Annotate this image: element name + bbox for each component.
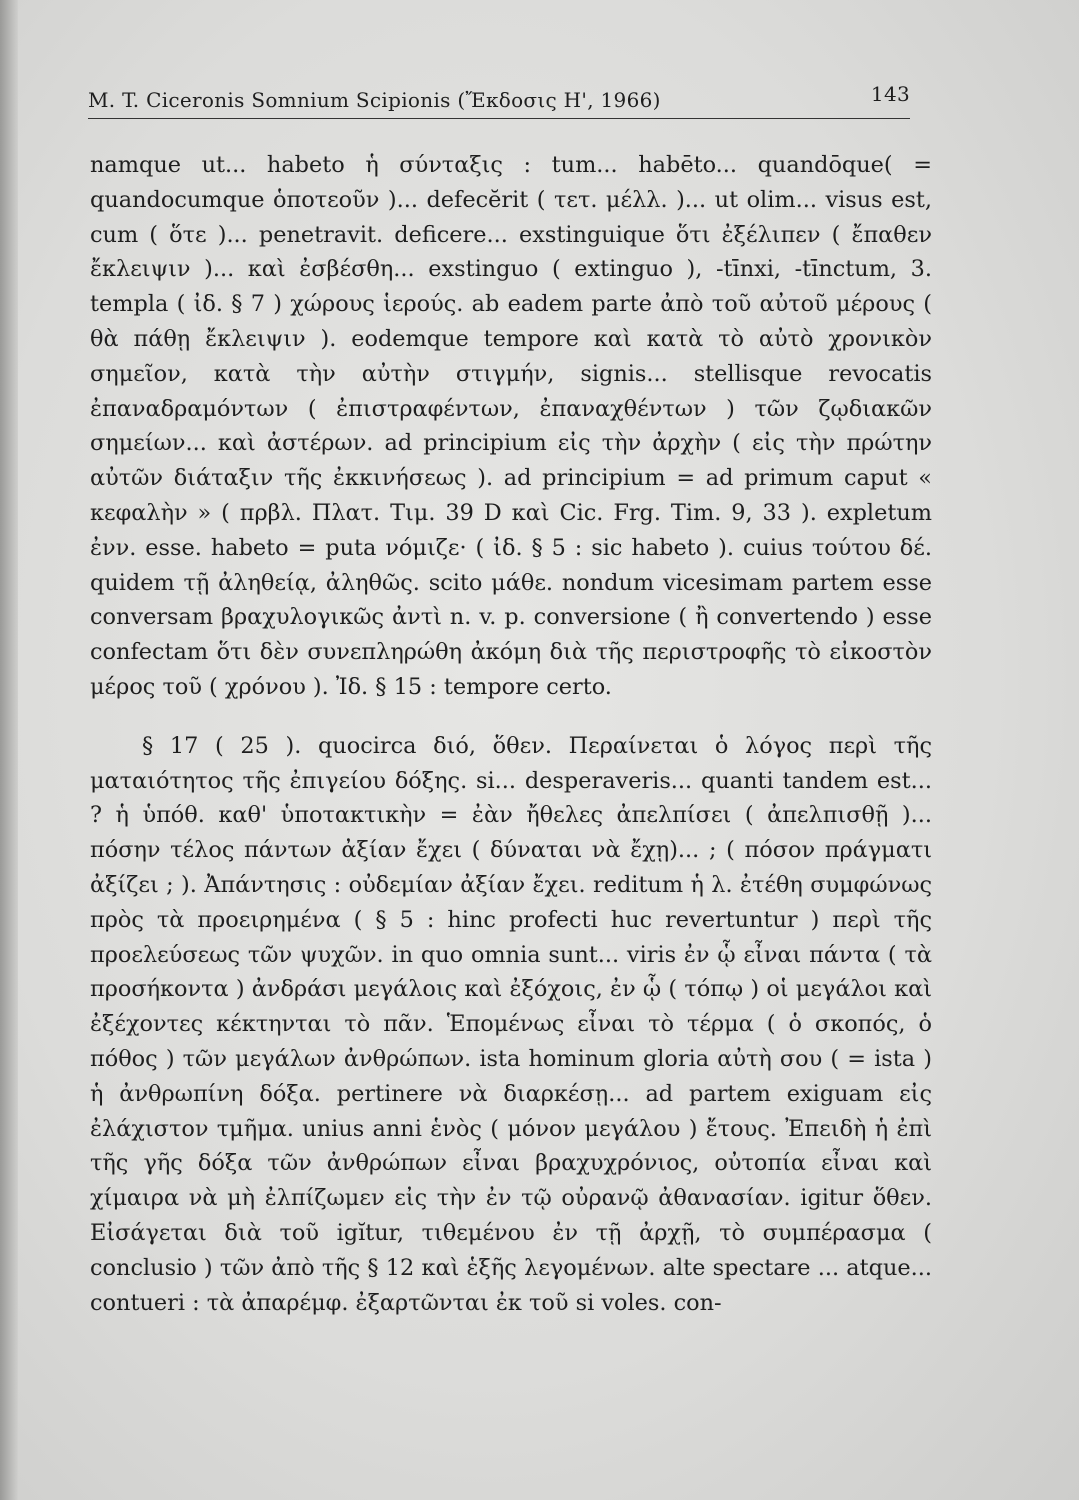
commentary-body [90, 148, 932, 1320]
page-number: 143 [870, 82, 910, 106]
running-header [88, 80, 910, 119]
running-title: M. T. Ciceronis Somnium Scipionis (Ἔκδοσις Η', 1966) [88, 88, 661, 112]
commentary-paragraph-2: § 17 ( 25 ). quocirca διό, ὅθεν. Περαίνεται ὁ λόγος περὶ τῆς ματαιότητος τῆς ἐπιγείου δόξης. si... desperaveris... quanti tandem est... ? ἡ ὑπόθ. καθ' ὑποτακτικὴν = ἐὰν ἤθελες ἀπελπίσει ( ἀπελπισθῇ )... πόσην τέλος πάντων ἀξίαν ἔχει ( δύναται νὰ ἔχῃ)... ; ( πόσον πράγματι ἀξίζει ; ). Ἀπάντησις : οὐδεμίαν ἀξίαν ἔχει. reditum ἡ λ. ἐτέθη συμφώνως πρὸς τὰ προειρημένα ( § 5 : hinc profecti huc revertuntur ) περὶ τῆς προελεύσεως τῶν ψυχῶν. in quo omnia sunt... viris ἐν ᾧ εἶναι πάντα ( τὰ προσήκοντα ) ἀνδράσι μεγάλοις καὶ ἐξόχοις, ἐν ᾧ ( τόπῳ ) οἱ μεγάλοι καὶ ἐξέχοντες κέκτηνται τὸ πᾶν. Ἑπομένως εἶναι τὸ τέρμα ( ὁ σκοπός, ὁ πόθος ) τῶν μεγάλων ἀνθρώπων. ista hominum gloria αὐτὴ σου ( = ista ) ἡ ἀνθρωπίνη δόξα. pertinere νὰ διαρκέσῃ... ad partem exiguam εἰς ἐλάχιστον τμῆμα. unius anni ἑνὸς ( μόνον μεγάλου ) ἔτους. Ἐπειδὴ ἡ ἐπὶ τῆς γῆς δόξα τῶν ἀνθρώπων εἶναι βραχυχρόνιος, οὐτοπία εἶναι καὶ χίμαιρα νὰ μὴ ἐλπίζωμεν εἰς τὴν ἐν τῷ οὐρανῷ ἀθανασίαν. igitur ὅθεν. Εἰσάγεται διὰ τοῦ igĭtur, τιθεμένου ἐν τῇ ἀρχῇ, τὸ συμπέρασμα ( conclusio ) τῶν ἀπὸ τῆς § 12 καὶ ἑξῆς λεγομένων. alte spectare ... atque... contueri : τὰ ἀπαρέμφ. ἐξαρτῶνται ἐκ τοῦ si voles. con- [90, 732, 932, 1316]
commentary-paragraph-1: namque ut... habeto ἡ σύνταξις : tum... habēto... quandōque( = quandocumque ὁποτεοῦν )... defecĕrit ( τετ. μέλλ. )... ut olim... visus est, cum ( ὅτε )... penetravit. deficere... exstinguique ὅτι ἐξέλιπεν ( ἔπαθεν ἔκλειψιν )... καὶ ἐσβέσθη... exstinguo ( extinguo ), -tīnxi, -tīnctum, 3. templa ( ἰδ. § 7 ) χώρους ἱερούς. ab eadem parte ἀπὸ τοῦ αὐτοῦ μέρους ( θὰ πάθῃ ἔκλειψιν ). eodemque tempore καὶ κατὰ τὸ αὐτὸ χρονικὸν σημεῖον, κατὰ τὴν αὐτὴν στιγμήν, signis... stellisque revocatis ἐπαναδραμόντων ( ἐπιστραφέντων, ἐπαναχθέντων ) τῶν ζῳδιακῶν σημείων... καὶ ἀστέρων. ad principium εἰς τὴν ἀρχὴν ( εἰς τὴν πρώτην αὐτῶν διάταξιν τῆς ἐκκινήσεως ). ad principium = ad primum caput « κεφαλὴν » ( πρβλ. Πλατ. Τιμ. 39 D καὶ Cic. Frg. Tim. 9, 33 ). expletum ἐνν. esse. habeto = puta νόμιζε· ( ἰδ. § 5 : sic habeto ). cuius τούτου δέ. quidem τῇ ἀληθείᾳ, ἀληθῶς. scito μάθε. nondum vicesimam partem esse conversam βραχυλογικῶς ἀντὶ n. v. p. conversione ( ἢ convertendo ) esse confectam ὅτι δὲν συνεπληρώθη ἀκόμη διὰ τῆς περιστροφῆς τὸ εἰκοστὸν μέρος τοῦ ( χρόνου ). Ἰδ. § 15 : tempore certo. [90, 152, 932, 700]
page-spine-shadow [0, 0, 18, 1500]
